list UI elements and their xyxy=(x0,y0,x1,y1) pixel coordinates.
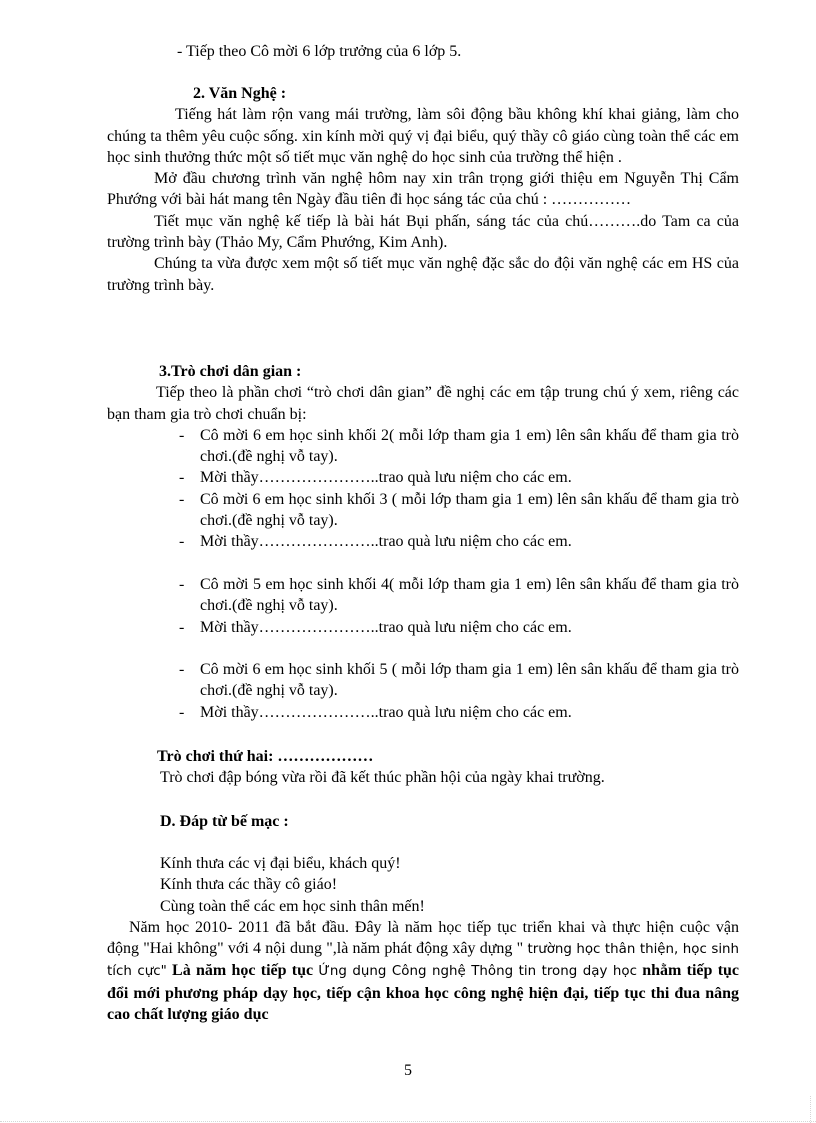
intro-line-block xyxy=(107,41,739,62)
section2-paragraph-3: Tiết mục văn nghệ kế tiếp là bài hát Bụi phấn, sáng tác của chú……….do Tam ca của trường trình bày (Thảo My, Cẩm Phướng, Kim Anh). xyxy=(107,212,739,252)
game-list xyxy=(107,425,739,723)
game2-text: Trò chơi đập bóng vừa rồi đã kết thúc phần hội của ngày khai trường. xyxy=(160,769,605,787)
intro-line: - Tiếp theo Cô mời 6 lớp trưởng của 6 lớp 5. xyxy=(177,43,462,60)
closing-text-e: nhằm tiếp tục đổi mới phương pháp dạy học, tiếp cận khoa học công nghệ hiện đại, tiếp tục thi đua nâng cao chất lượng giáo dục xyxy=(107,962,740,1024)
page-bottom-divider xyxy=(0,1121,816,1122)
section3-heading: 3.Trò chơi dân gian : xyxy=(159,363,302,380)
page-number: 5 xyxy=(404,1062,412,1079)
sectionD-heading: D. Đáp từ bế mạc : xyxy=(160,813,289,830)
section2-paragraph-4: Chúng ta vừa được xem một số tiết mục văn nghệ đặc sắc do đội văn nghệ các em HS của trường trình bày. xyxy=(107,255,739,294)
greeting-1: Kính thưa các vị đại biểu, khách quý! xyxy=(160,855,401,872)
bullet-dash: - xyxy=(179,426,185,444)
list-item-text: Cô mời 5 em học sinh khối 4( mỗi lớp tham gia 1 em) lên sân khấu để tham gia trò chơi.(đề nghị vỗ tay). xyxy=(200,575,739,615)
section2-heading: 2. Văn Nghệ : xyxy=(193,85,287,102)
list-item-text: Cô mời 6 em học sinh khối 2( mỗi lớp tham gia 1 em) lên sân khấu để tham gia trò chơi.(đề nghị vỗ tay). xyxy=(200,426,739,466)
list-item xyxy=(179,489,739,532)
list-item-text: Mời thầy…………………..trao quà lưu niệm cho các em. xyxy=(200,469,572,487)
closing-text-d: Ứng dụng Công nghệ Thông tin trong dạy học xyxy=(318,964,637,980)
list-item-text: Cô mời 6 em học sinh khối 3 ( mỗi lớp tham gia 1 em) lên sân khấu để tham gia trò chơi.(đề nghị vỗ tay). xyxy=(200,490,739,530)
greeting-3: Cùng toàn thể các em học sinh thân mến! xyxy=(160,897,425,915)
list-item xyxy=(179,467,739,488)
bullet-dash: - xyxy=(179,469,185,487)
bullet-dash: - xyxy=(179,703,185,721)
list-item xyxy=(179,659,739,702)
page-corner-divider xyxy=(810,1096,811,1123)
game2-heading: Trò chơi thứ hai: ……………… xyxy=(157,748,374,765)
bullet-dash: - xyxy=(179,661,185,679)
list-item xyxy=(179,425,739,468)
bullet-dash: - xyxy=(179,490,185,508)
closing-paragraph xyxy=(107,917,739,1025)
section-van-nghe xyxy=(107,83,739,296)
list-item xyxy=(179,574,739,617)
greeting-2: Kính thưa các thầy cô giáo! xyxy=(160,876,338,894)
list-item xyxy=(179,702,739,723)
closing-text-b: trường học thân thiện, học sinh tích cực" xyxy=(107,942,740,980)
section3-intro: Tiếp theo là phần chơi “trò chơi dân gian” đề nghị các em tập trung chú ý xem, riêng các bạn tham gia trò chơi chuẩn bị: xyxy=(107,384,739,423)
section-dap-tu xyxy=(107,811,739,832)
list-spacer xyxy=(179,638,739,659)
list-item xyxy=(179,531,739,552)
list-item-text: Mời thầy…………………..trao quà lưu niệm cho các em. xyxy=(200,618,572,636)
bullet-dash: - xyxy=(179,618,185,636)
list-item-text: Mời thầy…………………..trao quà lưu niệm cho các em. xyxy=(200,703,572,721)
section2-paragraph-2: Mở đầu chương trình văn nghệ hôm nay xin trân trọng giới thiệu em Nguyễn Thị Cẩm Phướng với bài hát mang tên Ngày đầu tiên đi học sáng tác của chú : …………… xyxy=(107,170,739,209)
section2-paragraph-1: Tiếng hát làm rộn vang mái trường, làm sôi động bầu không khí khai giảng, làm cho chúng ta thêm yêu cuộc sống. xin kính mời quý vị đại biểu, quý thầy cô giáo cùng toàn thể các em học sinh thưởng thức một số tiết mục văn nghệ do học sinh của trường thể hiện . xyxy=(107,106,739,166)
list-item-text: Cô mời 6 em học sinh khối 5 ( mỗi lớp tham gia 1 em) lên sân khấu để tham gia trò chơi.(đề nghị vỗ tay). xyxy=(200,661,739,700)
closing-text-a: Năm học 2010- 2011 đã bắt đầu. Đây là năm học tiếp tục triển khai và thực hiện cuộc vận động "Hai không" với 4 nội dung ",là năm phát động xây dựng " xyxy=(107,918,739,958)
closing-text-c: Là năm học tiếp tục xyxy=(172,962,314,980)
section-tro-choi xyxy=(107,361,739,723)
list-item xyxy=(179,617,739,638)
bullet-dash: - xyxy=(179,533,185,551)
section-game-two xyxy=(107,746,739,789)
bullet-dash: - xyxy=(179,575,185,593)
list-spacer xyxy=(179,553,739,574)
list-item-text: Mời thầy…………………..trao quà lưu niệm cho các em. xyxy=(200,533,572,551)
greetings-block xyxy=(107,853,739,1025)
